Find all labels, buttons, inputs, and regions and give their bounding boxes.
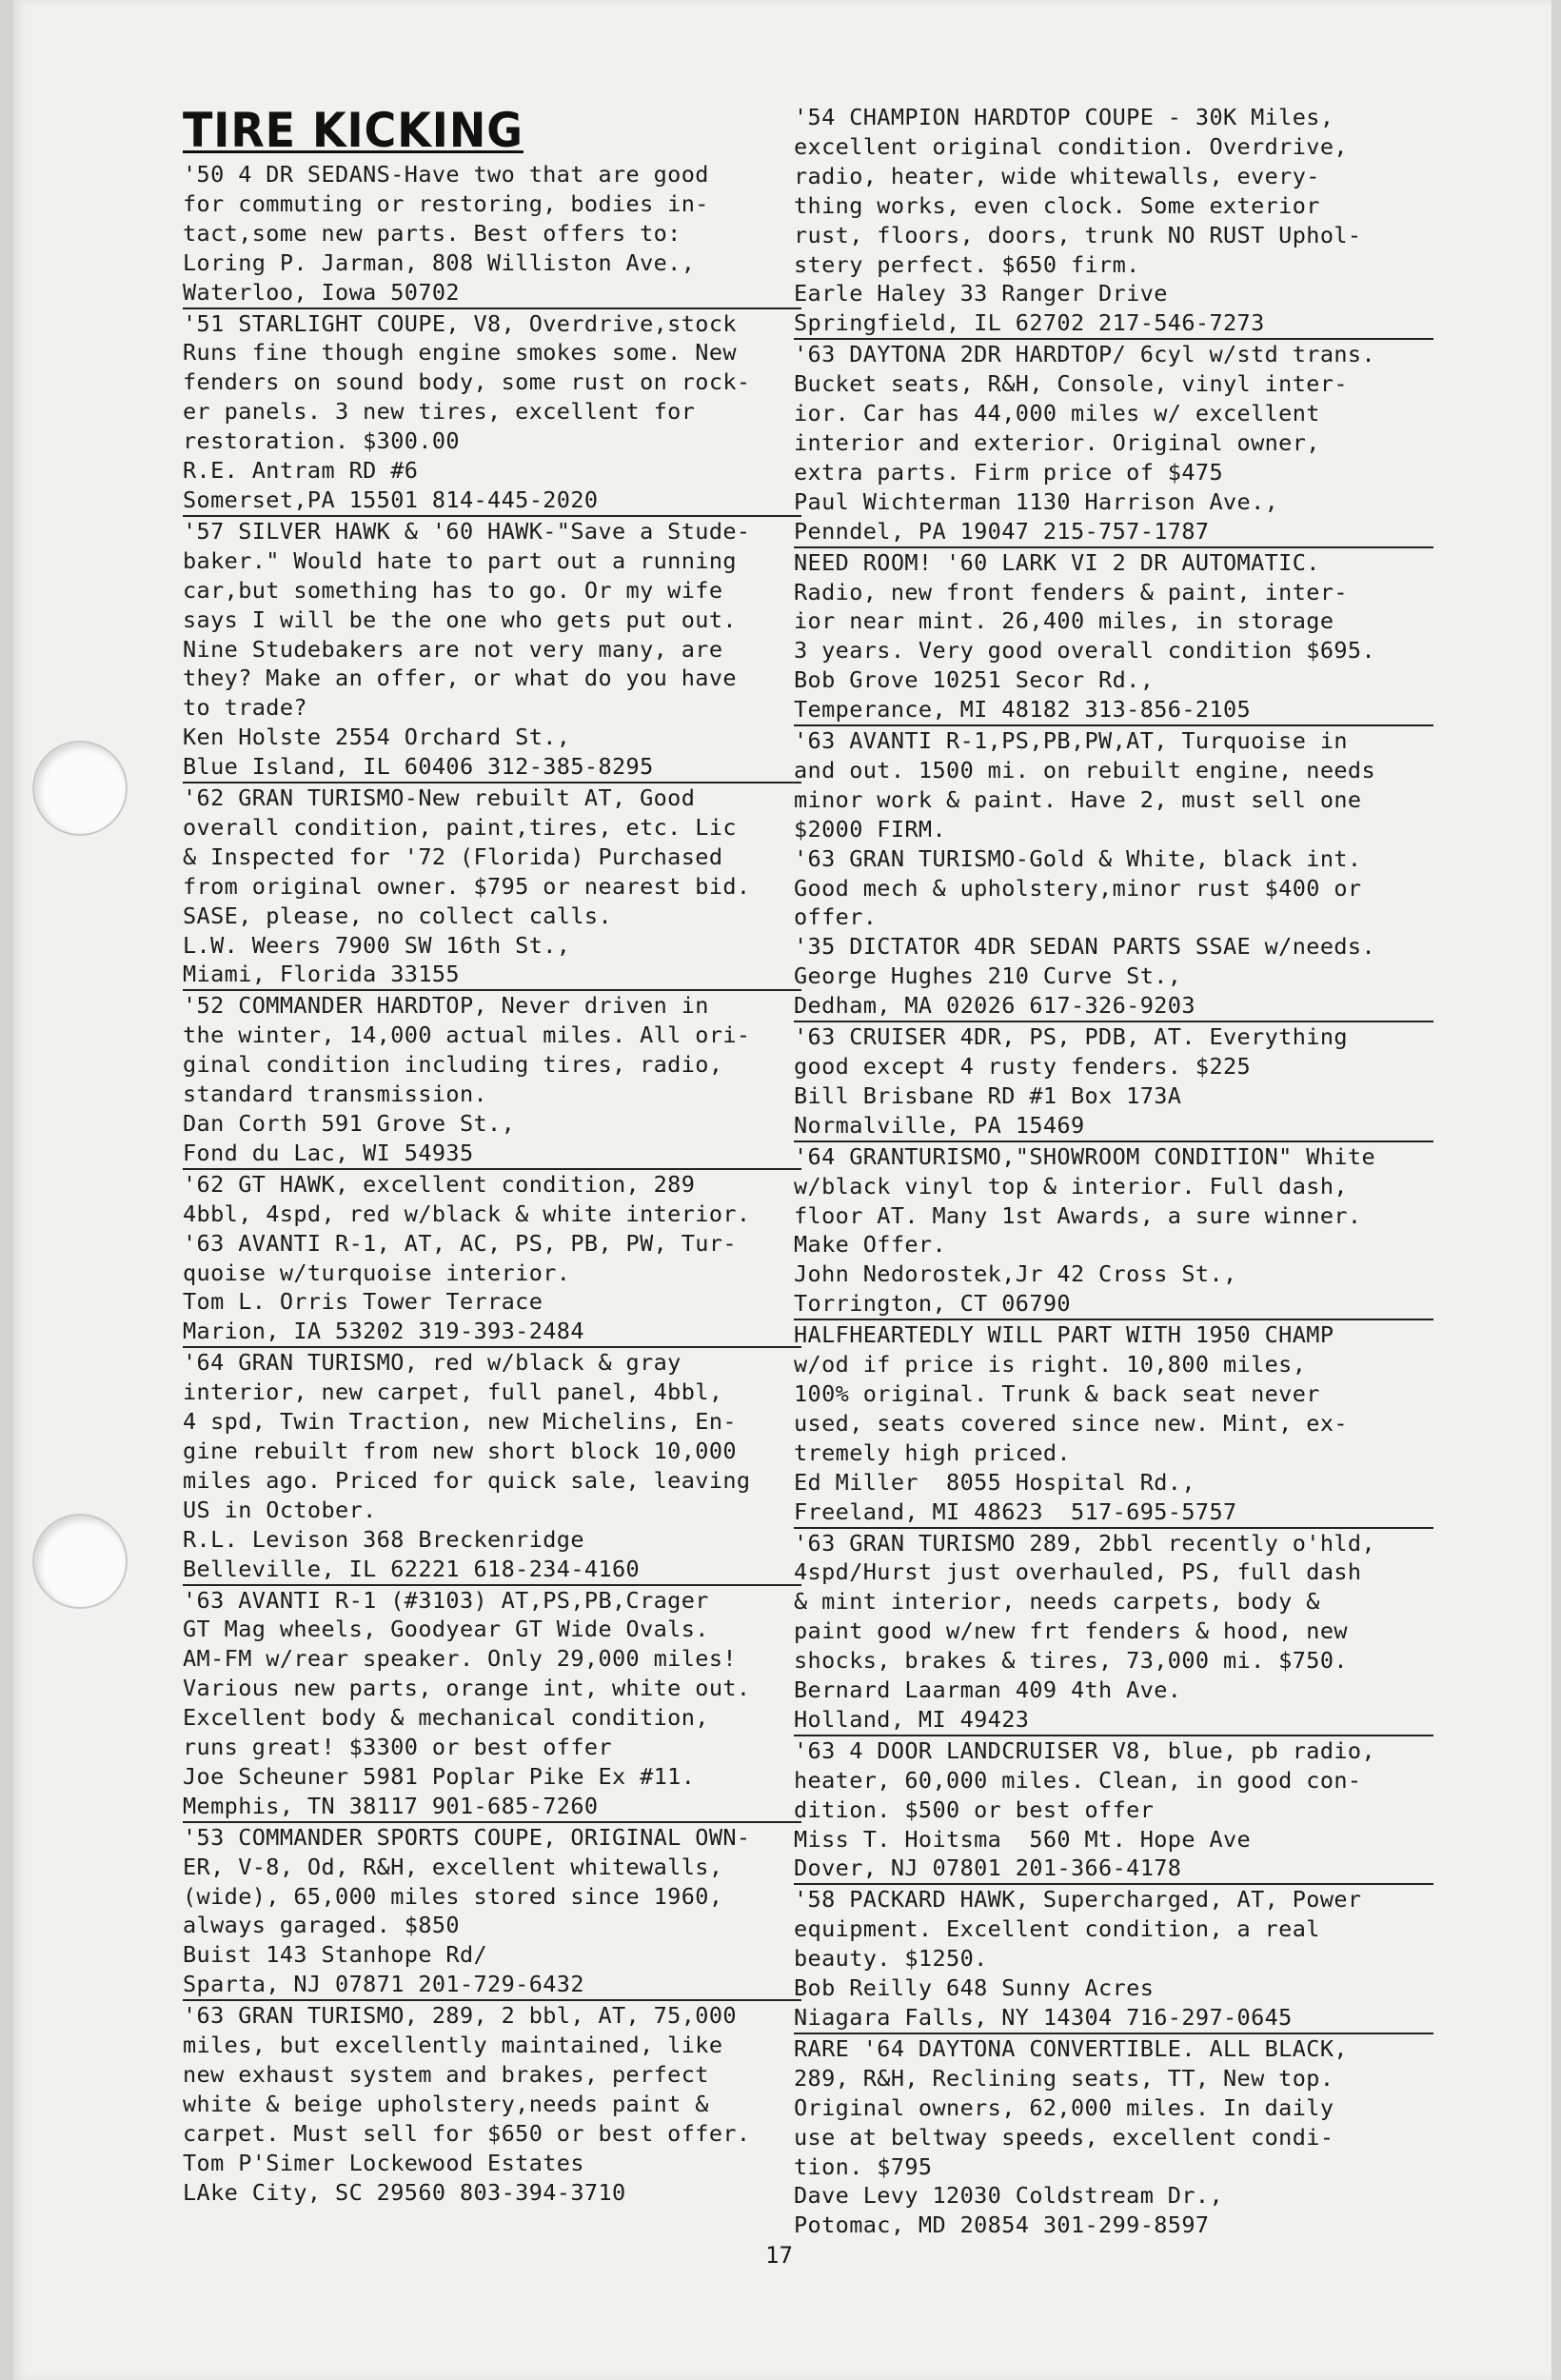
classified-ad: [794, 548, 1433, 726]
ad-text: '63 GRAN TURISMO, 289, 2 bbl, AT, 75,000 miles, but excellently maintained, like new exhaust system and brakes, perfect white & beige upholstery,needs paint & carpet. Must sell for $650 or best offer. Tom P'Simer Lockewood Estates LAke City, SC 29560 803-394-3710: [183, 2002, 751, 2206]
left-column: [183, 103, 801, 2208]
ad-list: [183, 160, 801, 2208]
ad-contact-location: Springfield, IL 62702 217-546-7273: [794, 308, 1433, 340]
ad-text: '63 GRAN TURISMO 289, 2bbl recently o'hld, 4spd/Hurst just overhauled, PS, full dash & mint interior, needs carpets, body & paint good w/new frt fenders & hood, new shocks, brakes & tires, 73,000 mi. $750. Bernard Laarman 409 4th Ave.: [794, 1529, 1376, 1704]
ad-list: [794, 103, 1433, 2240]
classified-ad: [183, 309, 801, 517]
classified-ad: [794, 1736, 1433, 1886]
ad-contact-location: Dedham, MA 02026 617-326-9203: [794, 991, 1433, 1022]
ad-contact-location: Niagara Falls, NY 14304 716-297-0645: [794, 2003, 1433, 2034]
classified-ad: [794, 1885, 1433, 2034]
classified-ad: [183, 991, 801, 1169]
ad-contact-location: Dover, NJ 07801 201-366-4178: [794, 1854, 1433, 1885]
ad-text: '63 AVANTI R-1,PS,PB,PW,AT, Turquoise in and out. 1500 mi. on rebuilt engine, needs minor work & paint. Have 2, must sell one $2000 FIRM. '63 GRAN TURISMO-Gold & White, black int. Good mech & upholstery,minor rust $400 or offer. '35 DICTATOR 4DR SEDAN PARTS SSAE w/needs. George Hughes 210 Curve St.,: [794, 727, 1376, 990]
classified-ad: [794, 340, 1433, 547]
ad-text: HALFHEARTEDLY WILL PART WITH 1950 CHAMP w/od if price is right. 10,800 miles, 100% original. Trunk & back seat never used, seats covered since new. Mint, ex- tremely high priced. Ed Miller 8055 Hospital Rd.,: [794, 1321, 1348, 1496]
ad-contact-location: Holland, MI 49423: [794, 1705, 1433, 1736]
classified-ad: [183, 517, 801, 783]
ad-text: '57 SILVER HAWK & '60 HAWK-"Save a Stude- baker." Would hate to part out a running car,but something has to go. Or my wife says I will be the one who gets put out. Nine Studebakers are not very many, are they? Make an offer, or what do you have to trade? Ken Holste 2554 Orchard St.,: [183, 517, 751, 751]
ad-contact-location: Temperance, MI 48182 313-856-2105: [794, 695, 1433, 726]
ad-contact-location: Sparta, NJ 07871 201-729-6432: [183, 1970, 801, 2001]
classified-ad: [794, 1529, 1433, 1736]
classified-ad: [183, 1586, 801, 1823]
ad-text: '64 GRAN TURISMO, red w/black & gray interior, new carpet, full panel, 4bbl, 4 spd, Twin Traction, new Michelins, En- gine rebuilt from new short block 10,000 miles ago. Priced for quick sale, leaving US in October. R.L. Levison 368 Breckenridge: [183, 1349, 751, 1553]
ad-text: '63 DAYTONA 2DR HARDTOP/ 6cyl w/std trans. Bucket seats, R&H, Console, vinyl inter- ior. Car has 44,000 miles w/ excellent interior and exterior. Original owner, extra parts. Firm price of $475 Paul Wichterman 1130 Harrison Ave.,: [794, 341, 1376, 515]
ad-contact-location: Freeland, MI 48623 517-695-5757: [794, 1497, 1433, 1529]
binder-hole: [32, 741, 128, 836]
classified-ad: [794, 1320, 1433, 1528]
ad-text: NEED ROOM! '60 LARK VI 2 DR AUTOMATIC. Radio, new front fenders & paint, inter- ior near mint. 26,400 miles, in storage 3 years. Very good overall condition $695. Bob Grove 10251 Secor Rd.,: [794, 548, 1376, 694]
ad-text: '63 4 DOOR LANDCRUISER V8, blue, pb radio, heater, 60,000 miles. Clean, in good con- dition. $500 or best offer Miss T. Hoitsma 560 Mt. Hope Ave: [794, 1736, 1376, 1853]
classified-ad: [183, 2001, 801, 2207]
ad-text: '54 CHAMPION HARDTOP COUPE - 30K Miles, excellent original condition. Overdrive, radio, heater, wide whitewalls, every- thing works, even clock. Some exterior rust, floors, doors, trunk NO RUST Uphol- stery perfect. $650 firm. Earle Haley 33 Ranger Drive: [794, 104, 1362, 307]
ad-contact-location: Miami, Florida 33155: [183, 960, 801, 991]
classified-ad: [183, 1170, 801, 1348]
ad-contact-location: Belleville, IL 62221 618-234-4160: [183, 1555, 801, 1586]
newsletter-page: [13, 0, 1551, 2380]
ad-contact-location: Penndel, PA 19047 215-757-1787: [794, 517, 1433, 548]
ad-text: '63 CRUISER 4DR, PS, PDB, AT. Everything good except 4 rusty fenders. $225 Bill Brisbane RD #1 Box 173A: [794, 1023, 1348, 1109]
ad-text: '62 GT HAWK, excellent condition, 289 4bbl, 4spd, red w/black & white interior. '63 AVANTI R-1, AT, AC, PS, PB, PW, Tur- quoise w/turquoise interior. Tom L. Orris Tower Terrace: [183, 1170, 751, 1316]
ad-contact-location: Normalville, PA 15469: [794, 1111, 1433, 1142]
ad-text: '50 4 DR SEDANS-Have two that are good for commuting or restoring, bodies in- tact,some new parts. Best offers to: Loring P. Jarman, 808 Williston Ave.,: [183, 161, 709, 276]
classified-ad: [794, 1142, 1433, 1320]
ad-contact-location: Blue Island, IL 60406 312-385-8295: [183, 752, 801, 783]
ad-text: '64 GRANTURISMO,"SHOWROOM CONDITION" White w/black vinyl top & interior. Full dash, floor AT. Many 1st Awards, a sure winner. Make Offer. John Nedorostek,Jr 42 Cross St.,: [794, 1142, 1376, 1288]
classified-ad: [183, 783, 801, 991]
ad-contact-location: Memphis, TN 38117 901-685-7260: [183, 1792, 801, 1823]
ad-text: '62 GRAN TURISMO-New rebuilt AT, Good overall condition, paint,tires, etc. Lic & Inspected for '72 (Florida) Purchased from original owner. $795 or nearest bid. SASE, please, no collect calls. L.W. Weers 7900 SW 16th St.,: [183, 784, 751, 959]
ad-contact-location: Waterloo, Iowa 50702: [183, 278, 801, 309]
ad-text: '58 PACKARD HAWK, Supercharged, AT, Power equipment. Excellent condition, a real beauty. $1250. Bob Reilly 648 Sunny Acres: [794, 1886, 1362, 2002]
binder-hole: [32, 1514, 128, 1609]
ad-text: RARE '64 DAYTONA CONVERTIBLE. ALL BLACK, 289, R&H, Reclining seats, TT, New top. Original owners, 62,000 miles. In daily use at beltway speeds, excellent condi- tion. $795 Dave Levy 12030 Coldstream Dr., Potomac, MD 20854 301-299-8597: [794, 2034, 1348, 2239]
classified-ad: [794, 103, 1433, 340]
ad-contact-location: Somerset,PA 15501 814-445-2020: [183, 486, 801, 517]
ad-contact-location: Fond du Lac, WI 54935: [183, 1139, 801, 1170]
classified-ad: [794, 726, 1433, 1022]
ad-contact-location: Marion, IA 53202 319-393-2484: [183, 1317, 801, 1348]
right-column: [794, 103, 1433, 2240]
ad-contact-location: Torrington, CT 06790: [794, 1289, 1433, 1320]
classified-ad: [794, 2034, 1433, 2240]
section-title: TIRE KICKING: [183, 103, 524, 158]
ad-text: '51 STARLIGHT COUPE, V8, Overdrive,stock Runs fine though engine smokes some. New fenders on sound body, some rust on rock- er panels. 3 new tires, excellent for restoration. $300.00 R.E. Antram RD #6: [183, 309, 751, 485]
ad-text: '53 COMMANDER SPORTS COUPE, ORIGINAL OWN- ER, V-8, Od, R&H, excellent whitewalls, (wide), 65,000 miles stored since 1960, always garaged. $850 Buist 143 Stanhope Rd/: [183, 1823, 751, 1969]
classified-ad: [794, 1022, 1433, 1142]
ad-text: '52 COMMANDER HARDTOP, Never driven in the winter, 14,000 actual miles. All ori- ginal condition including tires, radio, standard transmission. Dan Corth 591 Grove St.,: [183, 992, 751, 1137]
classified-ad: [183, 1348, 801, 1585]
ad-text: '63 AVANTI R-1 (#3103) AT,PS,PB,Crager GT Mag wheels, Goodyear GT Wide Ovals. AM-FM w/rear speaker. Only 29,000 miles! Various new parts, orange int, white out. Excellent body & mechanical condition, runs great! $3300 or best offer Joe Scheuner 5981 Poplar Pike Ex #11.: [183, 1586, 751, 1790]
page-number: 17: [765, 2242, 793, 2269]
classified-ad: [183, 1823, 801, 2001]
classified-ad: [183, 160, 801, 309]
